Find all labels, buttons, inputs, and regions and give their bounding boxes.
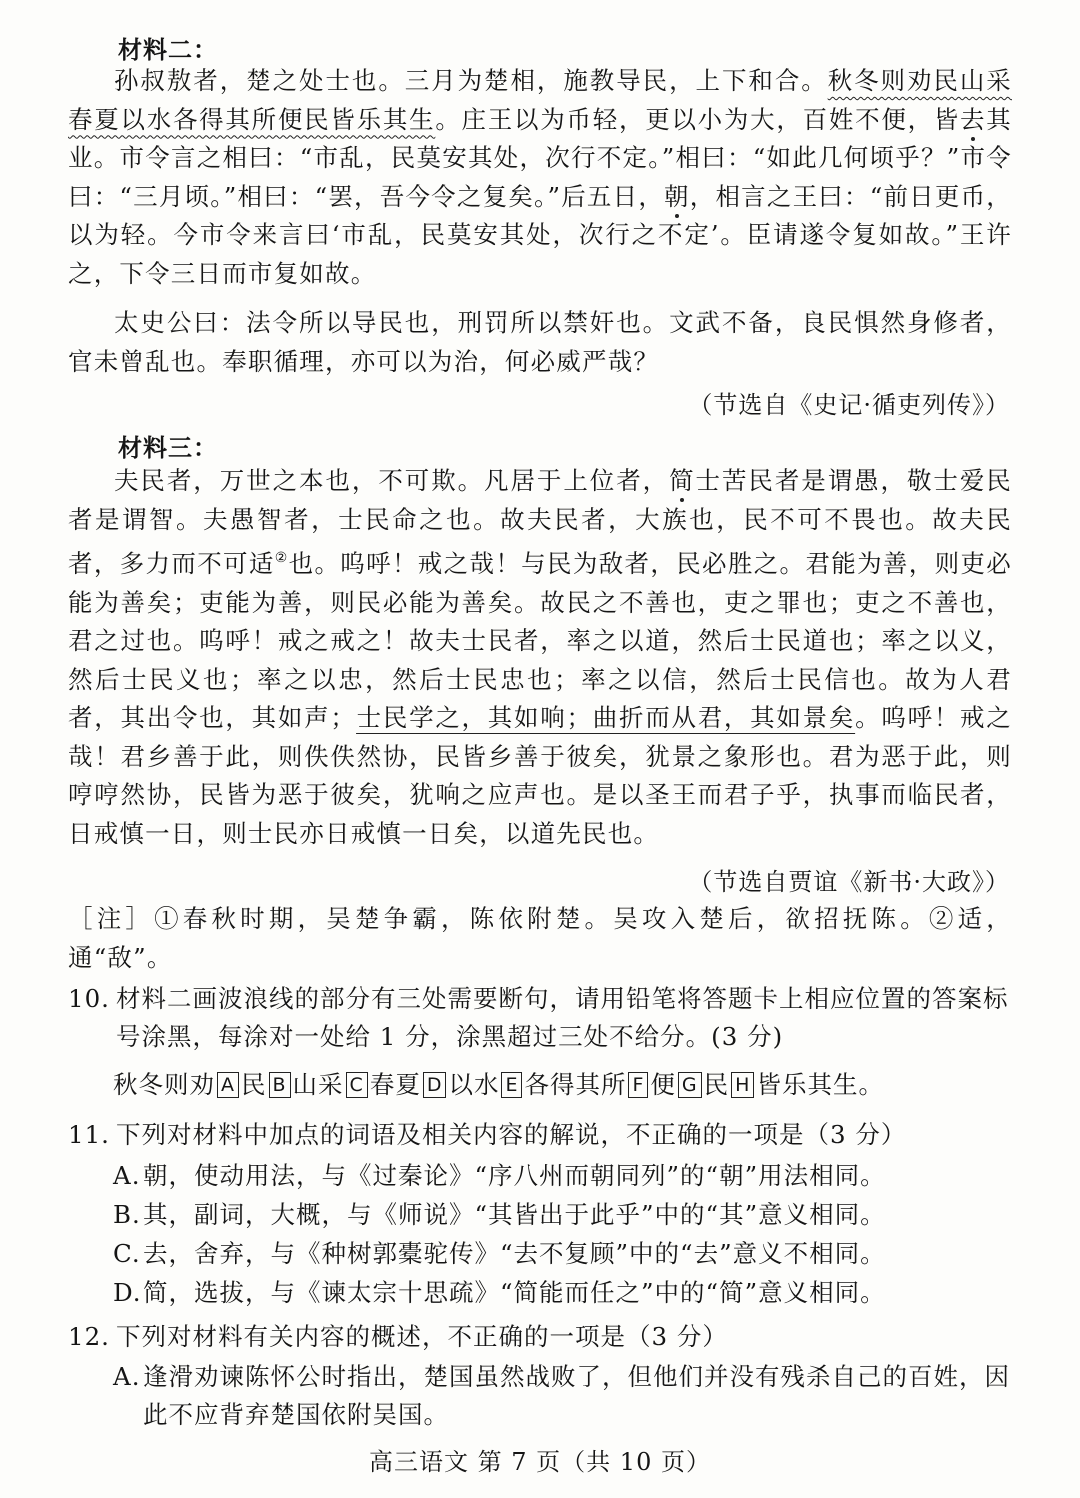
dotted-word-qu: 去 <box>960 104 987 134</box>
option-text: 其，副词，大概，与《师说》“其皆出于此乎”中的“其”意义相同。 <box>143 1200 886 1229</box>
text-run: 夫民者，万世之本也，不可欺。凡居于上位者， <box>114 466 670 495</box>
q11-option-b[interactable] <box>113 1196 1013 1234</box>
text-run: 。呜呼！戒之哉！君乡善于此，则佚佚然协，民皆乡善于彼矣，犹景之象形也。君为恶于此，则哼哼然协，民皆为恶于彼矣，犹响之应声也。是以圣王而君子乎，执事而临民者，日戒慎一日，则士民亦日戒慎一日矣，以道先民也。 <box>68 703 1012 848</box>
dotted-word-jian: 简 <box>669 466 696 495</box>
option-label: D. <box>113 1278 142 1307</box>
text-run: 士苦民者是谓愚，敬士爱民者是谓智。夫愚智者，士民命之也。故夫民者，大族也，民不可不畏也。故夫民者，多力而不可适 <box>68 466 1012 578</box>
q11-option-c[interactable] <box>113 1235 1013 1273</box>
option-label: C. <box>113 1239 141 1268</box>
option-text: 去，舍弃，与《种树郭橐驼传》“去不复顾”中的“去”意义不相同。 <box>143 1239 886 1268</box>
text-run: 孙叔敖者，楚之处士也。三月为楚相，施教导民，上下和合。 <box>114 66 828 95</box>
question-number: 10. <box>68 984 110 1013</box>
answer-box-c[interactable]: C <box>346 1072 368 1098</box>
segment: 皆乐其生。 <box>756 1070 884 1099</box>
q10-answer-line <box>113 1066 1013 1104</box>
q11-option-a[interactable] <box>113 1157 1013 1195</box>
question-10 <box>68 980 1012 1056</box>
segment: 春夏 <box>369 1070 421 1099</box>
question-text: 下列对材料有关内容的概述，不正确的一项是（3 分） <box>116 1322 728 1351</box>
question-text: 下列对材料中加点的词语及相关内容的解说，不正确的一项是（3 分） <box>116 1120 907 1149</box>
dotted-word-chao: 朝 <box>664 181 690 211</box>
answer-box-a[interactable]: A <box>217 1072 239 1098</box>
material-two-heading: 材料二： <box>118 36 218 64</box>
segment: 民 <box>241 1070 267 1099</box>
answer-box-d[interactable]: D <box>423 1072 447 1098</box>
option-label: A. <box>113 1161 141 1190</box>
material-two-paragraph-1 <box>68 62 1012 293</box>
segment: 以水 <box>448 1070 500 1099</box>
segment: 山采 <box>292 1070 344 1099</box>
segment: 各得其所 <box>524 1070 627 1099</box>
option-text: 简，选拔，与《谏太宗十思疏》“简能而任之”中的“简”意义相同。 <box>143 1278 886 1307</box>
answer-box-b[interactable]: B <box>269 1072 291 1098</box>
segment: 民 <box>703 1070 730 1099</box>
text-run: 其业。市令言之相曰：“市乱，民莫安其处，次行不定。”相曰：“如此几何顷乎？”市令曰：“三月顷。”相曰：“罢，吾今令之复矣。”后五日， <box>68 104 1012 211</box>
option-text: 朝，使动用法，与《过秦论》“序八州而朝同列”的“朝”用法相同。 <box>143 1161 886 1190</box>
text-run: 也。呜呼！戒之哉！与民为敌者，民必胜之。君能为善，则吏必能为善矣；吏能为善，则民必能为善矣。故民之不善也，吏之罪也；吏之不善也，君之过也。呜呼！戒之戒之！故夫士民者，率之以道，然后士民道也；率之以义，然后士民义也；率之以忠，然后士民忠也；率之以信，然后士民信也。故为人君者，其出令也，其如声； <box>68 549 1012 732</box>
material-two-source: （节选自《史记·循吏列传》） <box>688 391 1010 419</box>
option-label: B. <box>113 1200 141 1229</box>
question-number: 12. <box>68 1322 110 1351</box>
wavy-underlined-passage: 秋冬则劝民山采春夏以水各得其所便民皆乐其生 <box>68 66 1012 134</box>
material-three-paragraph <box>68 462 1012 853</box>
question-11 <box>68 1116 1012 1154</box>
question-12 <box>68 1318 1012 1356</box>
text-run: ，相言之王曰：“前日更币，以为轻。今市令来言曰‘市乱，民莫安其处，次行之不定’。臣请遂令复如故。”王许之，下令三日而市复如故。 <box>68 181 1013 288</box>
material-three-source: （节选自贾谊《新书·大政》） <box>688 868 1010 896</box>
q12-option-a[interactable] <box>113 1358 1013 1434</box>
question-number: 11. <box>68 1120 110 1149</box>
segment: 便 <box>650 1070 676 1099</box>
underlined-sentence: 士民学之，其如响；曲折而从君，其如景矣 <box>356 703 856 732</box>
option-text: 逢滑劝谏陈怀公时指出，楚国虽然战败了，但他们并没有残杀自己的百姓，因此不应背弃楚国依附吴国。 <box>143 1362 1010 1429</box>
text-run: 。庄王以为币轻，更以小为大，百姓不便，皆 <box>435 104 961 134</box>
annotation-note: ［注］①春秋时期，吴楚争霸，陈依附楚。吴攻入楚后，欲招抚陈。②适，通“敌”。 <box>68 904 1012 972</box>
answer-box-f[interactable]: F <box>628 1072 648 1098</box>
answer-box-g[interactable]: G <box>678 1072 702 1098</box>
answer-box-h[interactable]: H <box>731 1072 754 1098</box>
footnote-marker: ② <box>274 550 289 566</box>
option-label: A. <box>113 1362 141 1391</box>
page-footer: 高三语文 第 7 页（共 10 页） <box>369 1448 711 1476</box>
answer-box-e[interactable]: E <box>501 1072 522 1098</box>
material-three-heading: 材料三： <box>118 434 218 462</box>
material-two-paragraph-2: 太史公曰：法令所以导民也，刑罚所以禁奸也。文武不备，良民惧然身修者，官未曾乱也。奉职循理，亦可以为治，何必威严哉？ <box>68 308 1012 376</box>
question-text: 材料二画波浪线的部分有三处需要断句，请用铅笔将答题卡上相应位置的答案标号涂黑，每涂对一处给 1 分，涂黑超过三处不给分。(3 分) <box>116 984 1009 1051</box>
q11-option-d[interactable] <box>113 1274 1013 1312</box>
segment: 秋冬则劝 <box>113 1070 215 1099</box>
